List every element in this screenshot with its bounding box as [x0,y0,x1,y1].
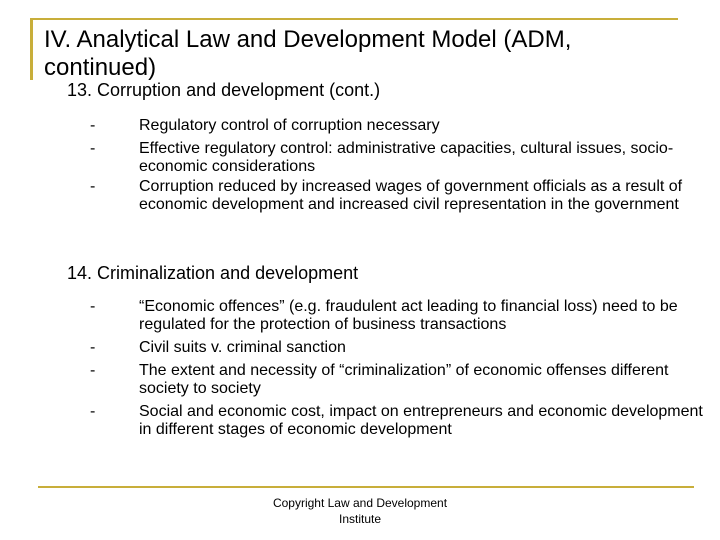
bullet-text: Regulatory control of corruption necessary [139,117,440,134]
section-14-bullet-list [90,298,710,444]
bullet-item [90,178,710,214]
bullet-item [90,339,710,357]
section-heading-13: 13. Corruption and development (cont.) [67,80,381,100]
bullet-text: Civil suits v. criminal sanction [139,339,346,356]
bullet-text: Social and economic cost, impact on entrepreneurs and economic development in different stages of economic development [139,403,703,438]
bullet-item [90,362,710,398]
bullet-dash: - [90,362,96,379]
bullet-dash: - [90,339,96,356]
bullet-item [90,403,710,439]
bullet-dash: - [90,298,96,315]
section-heading-14: 14. Criminalization and development [67,263,359,283]
accent-top-line [30,18,678,20]
bullet-dash: - [90,117,96,134]
bullet-item [90,117,710,135]
footer-line-1: Copyright Law and Development [272,496,448,510]
bullet-text: “Economic offences” (e.g. fraudulent act leading to financial loss) need to be regulated for the protection of business transactions [139,298,678,333]
bullet-text: Corruption reduced by increased wages of government officials as a result of economic development and increased civil representation in the government [139,178,683,213]
bullet-text: The extent and necessity of “criminalization” of economic offenses different society to society [139,362,669,397]
footer-copyright [260,495,460,527]
bullet-text: Effective regulatory control: administrative capacities, cultural issues, socio-economic considerations [139,140,674,175]
section-13-bullet-list [90,117,710,219]
footer-line-2: Institute [338,512,382,526]
bullet-dash: - [90,178,96,195]
accent-bottom-line [38,486,694,488]
bullet-item [90,140,710,176]
accent-vertical-line [30,18,33,80]
bullet-item [90,298,710,334]
slide-title: IV. Analytical Law and Development Model (ADM, continued) [44,26,572,81]
bullet-dash: - [90,403,96,420]
bullet-dash: - [90,140,96,157]
